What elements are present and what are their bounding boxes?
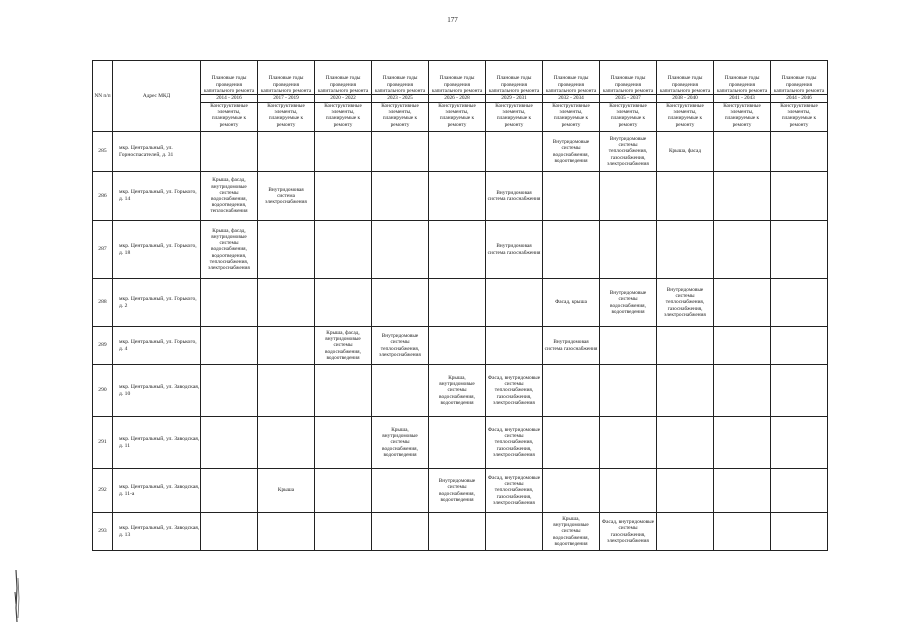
planned-works-cell [429,172,486,221]
planned-works-cell [600,417,657,469]
period-elements-header [486,103,543,132]
planned-works-cell [771,327,828,365]
planned-works-cell [714,172,771,221]
period-year-range: 2044 - 2046 [771,95,828,103]
planned-works-cell [657,172,714,221]
period-year-range: 2038 - 2040 [657,95,714,103]
planned-works-cell [372,132,429,172]
period-header [543,61,600,95]
planned-works-cell [714,327,771,365]
row-address: мкр. Центральный, ул. Горького, д. 18 [113,221,201,279]
period-elements-label: Конструктивные элементы, планируемые к ремонту [609,103,647,128]
table-row [93,279,828,327]
planned-works-cell: Внутридомовые системы теплоснабжения, газоснабжения, электроснабжения [657,279,714,327]
planned-works-cell [600,327,657,365]
period-header-label: Плановые годы проведения капитального ремонта [602,75,654,94]
period-header-label: Плановые годы проведения капитального ремонта [545,75,597,94]
table-row [93,469,828,513]
planned-works-cell [771,469,828,513]
period-header-label: Плановые годы проведения капитального ремонта [260,75,312,94]
planned-works-cell [372,513,429,551]
table-body [93,132,828,551]
planned-works-cell [771,513,828,551]
period-header-label: Плановые годы проведения капитального ремонта [317,75,369,94]
page-number: 177 [447,16,458,24]
period-elements-label: Конструктивные элементы, планируемые к ремонту [495,103,533,128]
row-address: мкр. Центральный, ул. Горького, д. 14 [113,172,201,221]
planned-works-cell [201,365,258,417]
planned-works-cell [258,132,315,172]
period-header-label: Плановые годы проведения капитального ремонта [488,75,540,94]
period-header [258,61,315,95]
planned-works-cell [429,513,486,551]
planned-works-cell [486,327,543,365]
period-elements-header [771,103,828,132]
planned-works-cell: Внутридомовая система газоснабжения [486,172,543,221]
planned-works-cell: Фасад, внутридомовые системы теплоснабжения, газоснабжения, электроснабжения [486,417,543,469]
planned-works-cell: Фасад, крыша [543,279,600,327]
planned-works-cell: Крыша, фасад, внутридомовые системы водоснабжения, водоотведения [315,327,372,365]
row-address: мкр. Центральный, ул. Заводская, д. 13 [113,513,201,551]
period-elements-header [258,103,315,132]
row-number: 293 [93,513,113,551]
planned-works-cell: Фасад, внутридомовые системы теплоснабжения, газоснабжения, электроснабжения [486,365,543,417]
row-number: 287 [93,221,113,279]
planned-works-cell [771,172,828,221]
planned-works-cell [429,327,486,365]
planned-works-cell [657,417,714,469]
planned-works-cell [372,279,429,327]
planned-works-cell [600,221,657,279]
period-header-label: Плановые годы проведения капитального ремонта [773,75,825,94]
planned-works-cell [372,469,429,513]
period-header [201,61,258,95]
planned-works-cell [714,513,771,551]
planned-works-cell: Внутридомовые системы теплоснабжения, электроснабжения [372,327,429,365]
planned-works-cell: Фасад, внутридомовые системы теплоснабжения, газоснабжения, электроснабжения [486,469,543,513]
row-number: 288 [93,279,113,327]
table-row [93,132,828,172]
row-number: 289 [93,327,113,365]
planned-works-cell [258,513,315,551]
planned-works-cell [771,132,828,172]
planned-works-cell: Крыша, фасад [657,132,714,172]
period-header [372,61,429,95]
planned-works-cell: Крыша, внутридомовые системы водоснабжения, водоотведения [543,513,600,551]
period-elements-label: Конструктивные элементы, планируемые к ремонту [438,103,476,128]
planned-works-cell [486,513,543,551]
planned-works-cell [543,221,600,279]
row-address: мкр. Центральный, ул. Заводская, д. 10 [113,365,201,417]
planned-works-cell [714,417,771,469]
planned-works-cell [258,365,315,417]
period-year-range: 2035 - 2037 [600,95,657,103]
planned-works-cell [771,279,828,327]
period-elements-header [600,103,657,132]
planned-works-cell [600,365,657,417]
planned-works-cell [771,417,828,469]
planned-works-cell: Внутридомовая система электроснабжения [258,172,315,221]
planned-works-cell [771,365,828,417]
planned-works-cell [315,365,372,417]
planned-works-cell [201,469,258,513]
planned-works-cell: Внутридомовые системы водоснабжения, водоотведения [543,132,600,172]
planned-works-cell [543,417,600,469]
table-row [93,327,828,365]
period-header-label: Плановые годы проведения капитального ремонта [431,75,483,94]
table-row [93,365,828,417]
planned-works-cell [258,221,315,279]
repair-schedule-table-container [92,60,828,551]
period-year-range: 2026 - 2028 [429,95,486,103]
planned-works-cell [429,221,486,279]
planned-works-cell: Внутридомовая система газоснабжения [486,221,543,279]
planned-works-cell [543,469,600,513]
period-year-range: 2014 - 2016 [201,95,258,103]
table-row [93,172,828,221]
repair-schedule-table [92,60,828,551]
column-header-number: NN п/п [93,61,113,132]
period-header [429,61,486,95]
period-header-label: Плановые годы проведения капитального ремонта [716,75,768,94]
planned-works-cell [657,513,714,551]
table-row [93,417,828,469]
planned-works-cell [315,172,372,221]
planned-works-cell: Крыша, фасад, внутридомовые системы водоснабжения, водоотведения, теплоснабжения [201,172,258,221]
planned-works-cell [600,469,657,513]
planned-works-cell [315,469,372,513]
period-elements-label: Конструктивные элементы, планируемые к ремонту [666,103,704,128]
table-row [93,513,828,551]
period-header [771,61,828,95]
planned-works-cell [714,469,771,513]
planned-works-cell [315,513,372,551]
row-address: мкр. Центральный, ул. Заводская, д. 11 [113,417,201,469]
planned-works-cell [258,417,315,469]
planned-works-cell [771,221,828,279]
table-row [93,221,828,279]
planned-works-cell [315,279,372,327]
period-header [657,61,714,95]
planned-works-cell: Крыша [258,469,315,513]
row-number: 290 [93,365,113,417]
period-elements-header [315,103,372,132]
period-header [315,61,372,95]
period-year-range: 2032 - 2034 [543,95,600,103]
row-number: 292 [93,469,113,513]
planned-works-cell [372,221,429,279]
period-elements-label: Конструктивные элементы, планируемые к ремонту [381,103,419,128]
period-year-range: 2029 - 2031 [486,95,543,103]
row-address: мкр. Центральный, ул. Заводская, д. 11-а [113,469,201,513]
row-address: мкр. Центральный, ул. Горького, д. 2 [113,279,201,327]
period-elements-label: Конструктивные элементы, планируемые к ремонту [552,103,590,128]
scan-edge-mark [14,568,22,624]
planned-works-cell: Фасад, внутридомовые системы газоснабжения, электроснабжения [600,513,657,551]
period-elements-label: Конструктивные элементы, планируемые к ремонту [723,103,761,128]
period-header-label: Плановые годы проведения капитального ремонта [203,75,255,94]
planned-works-cell [372,172,429,221]
planned-works-cell [657,365,714,417]
row-address: мкр. Центральный, ул. Горького, д. 4 [113,327,201,365]
period-header-label: Плановые годы проведения капитального ремонта [659,75,711,94]
period-header [486,61,543,95]
planned-works-cell [714,132,771,172]
period-header [714,61,771,95]
planned-works-cell [486,132,543,172]
planned-works-cell [372,365,429,417]
planned-works-cell [258,279,315,327]
planned-works-cell [201,132,258,172]
planned-works-cell [429,279,486,327]
period-header-label: Плановые годы проведения капитального ремонта [374,75,426,94]
planned-works-cell [714,365,771,417]
period-elements-header [543,103,600,132]
planned-works-cell [201,327,258,365]
period-elements-label: Конструктивные элементы, планируемые к ремонту [324,103,362,128]
period-elements-header [201,103,258,132]
planned-works-cell [429,132,486,172]
planned-works-cell [486,279,543,327]
planned-works-cell [315,221,372,279]
column-header-address: Адрес МКД [113,61,201,132]
period-elements-header [657,103,714,132]
period-elements-header [372,103,429,132]
period-year-range: 2041 - 2043 [714,95,771,103]
planned-works-cell [600,172,657,221]
row-address: мкр. Центральный, ул. Горноспасателей, д. 31 [113,132,201,172]
planned-works-cell [201,279,258,327]
period-elements-header [714,103,771,132]
planned-works-cell [429,417,486,469]
period-elements-label: Конструктивные элементы, планируемые к ремонту [267,103,305,128]
planned-works-cell: Крыша, внутридомовые системы водоснабжения, водоотведения [372,417,429,469]
planned-works-cell: Внутридомовые системы водоснабжения, водоотведения [429,469,486,513]
period-year-range: 2023 - 2025 [372,95,429,103]
planned-works-cell [657,221,714,279]
planned-works-cell [543,365,600,417]
planned-works-cell [714,279,771,327]
planned-works-cell [315,132,372,172]
planned-works-cell: Внутридомовые системы водоснабжения, водоотведения [600,279,657,327]
planned-works-cell: Внутридомовая система газоснабжения [543,327,600,365]
planned-works-cell [201,417,258,469]
planned-works-cell [714,221,771,279]
row-number: 291 [93,417,113,469]
period-year-range: 2020 - 2022 [315,95,372,103]
planned-works-cell: Крыша, фасад, внутридомовые системы водоснабжения, водоотведения, теплоснабжения, электроснабжения [201,221,258,279]
period-elements-header [429,103,486,132]
period-elements-label: Конструктивные элементы, планируемые к ремонту [210,103,248,128]
period-year-range: 2017 - 2019 [258,95,315,103]
planned-works-cell [657,327,714,365]
period-elements-label: Конструктивные элементы, планируемые к ремонту [780,103,818,128]
row-number: 286 [93,172,113,221]
planned-works-cell: Крыша, внутридомовые системы водоснабжения, водоотведения [429,365,486,417]
planned-works-cell [657,469,714,513]
period-header [600,61,657,95]
row-number: 285 [93,132,113,172]
table-header [93,61,828,132]
planned-works-cell [258,327,315,365]
planned-works-cell [201,513,258,551]
planned-works-cell: Внутридомовые системы теплоснабжения, газоснабжения, электроснабжения [600,132,657,172]
planned-works-cell [315,417,372,469]
planned-works-cell [543,172,600,221]
